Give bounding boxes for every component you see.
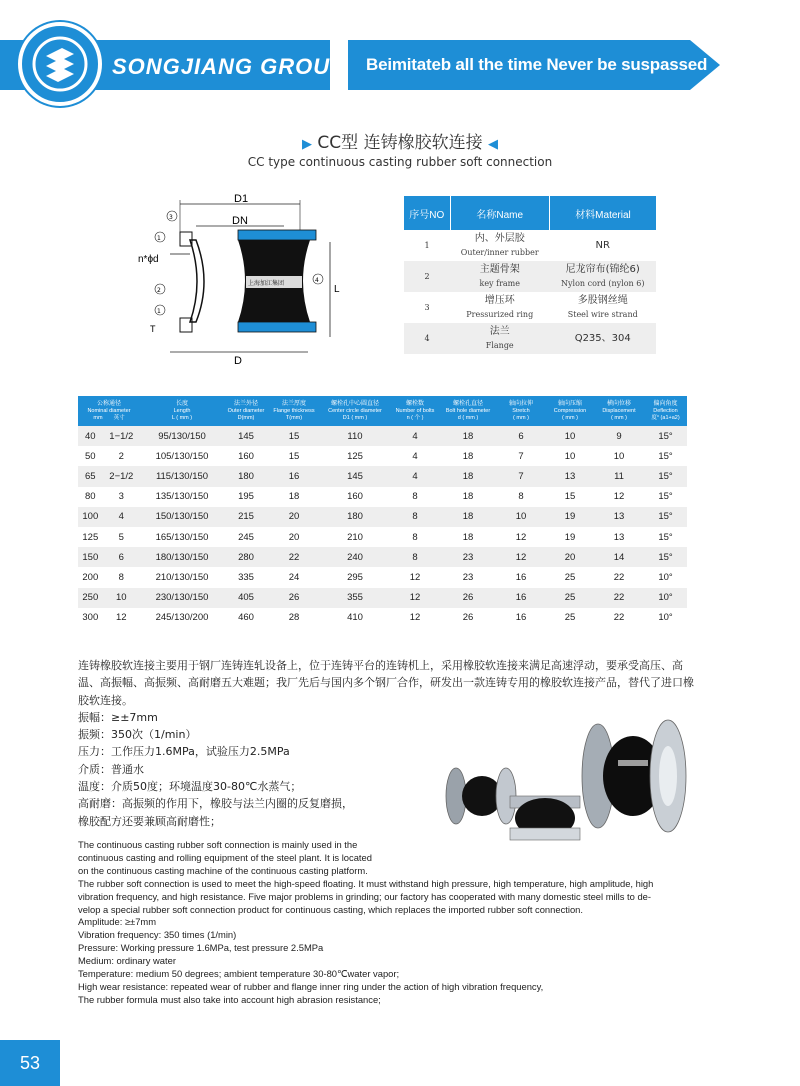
mat-name-en: key frame [479, 278, 520, 288]
table-cell: 15 [268, 426, 320, 446]
table-cell: 100 [78, 507, 103, 527]
table-row [78, 588, 687, 608]
description-en [78, 839, 698, 1007]
brand-name: SONGJIANG GROUP [112, 54, 346, 79]
table-cell: 145 [320, 466, 390, 486]
callout-2: 2 [157, 287, 161, 294]
description-cn-line: 振频：350次（1/min） [78, 728, 197, 742]
table-cell: 18 [462, 450, 474, 462]
table-cell: 10 [564, 450, 576, 462]
table-cell: 11 [594, 466, 644, 486]
table-cell: 2−1/2 [103, 466, 140, 486]
songjiang-logo-icon [18, 22, 102, 106]
mat-header-material: 材料Material [549, 196, 656, 230]
table-cell: 145 [224, 426, 268, 446]
product-photo [428, 714, 700, 849]
table-cell: 19 [564, 531, 576, 543]
table-cell: 4 [390, 426, 440, 446]
spec-header: 轴向压缩 Compression ( mm ) [546, 396, 594, 426]
table-cell: 18 [440, 426, 496, 446]
mat-material-cn: NR [595, 239, 610, 251]
table-cell: 280 [224, 547, 268, 567]
spec-header: 法兰外径 Outer diameter D(mm) [224, 396, 268, 426]
table-cell: 13 [613, 531, 625, 543]
table-cell: 15 [288, 450, 300, 462]
spec-header: 螺栓孔直径 Bolt hole diameter d ( mm ) [440, 396, 496, 426]
table-cell: 80 [85, 491, 96, 503]
table-cell: 200 [82, 571, 99, 583]
spec-header-row [78, 396, 687, 426]
table-cell: 460 [238, 612, 254, 624]
table-cell: 180 [224, 466, 268, 486]
description-en-line: Vibration frequency: 350 times (1/min) [78, 929, 237, 941]
table-cell: 245/130/200 [155, 612, 209, 624]
table-cell: 12 [390, 588, 440, 608]
spec-header: 长度 Length L ( mm ) [140, 396, 224, 426]
table-cell: 135/130/150 [155, 491, 209, 503]
spec-header: 公称通径 Nominal diameter mm 英寸 [78, 396, 140, 426]
mat-material-en: Nylon cord (nylon 6) [561, 278, 645, 288]
table-cell: 22 [613, 571, 625, 583]
table-cell: 18 [440, 466, 496, 486]
table-cell: 26 [462, 612, 474, 624]
table-cell: 20 [546, 547, 594, 567]
page-title [0, 128, 800, 153]
table-cell: 16 [268, 466, 320, 486]
table-cell: 4 [103, 507, 140, 527]
table-cell: 245 [238, 531, 254, 543]
technical-drawing [130, 192, 380, 367]
table-cell: 10 [546, 426, 594, 446]
description-cn-line: 压力：工作压力1.6MPa，试验压力2.5MPa [78, 745, 290, 759]
table-cell: 215 [224, 507, 268, 527]
table-row [78, 487, 687, 507]
description-en-line: Amplitude: ≥±7mm [78, 916, 157, 928]
table-cell: 15° [658, 491, 673, 503]
description-en-line: velop a special rubber soft connection product for continuous casting, which replaces the imported rubber soft connection. [78, 903, 583, 915]
table-cell: 15° [658, 531, 673, 543]
mat-name-cn: 法兰 [489, 325, 510, 337]
table-cell: 295 [347, 571, 363, 583]
callout-3: 3 [169, 214, 173, 221]
mat-no: 4 [404, 323, 450, 354]
table-cell: 1−1/2 [103, 426, 140, 446]
table-cell: 15 [564, 491, 576, 503]
page-number: 53 [0, 1040, 60, 1086]
mat-name-cn: 主题骨架 [479, 263, 520, 275]
callout-1-bottom: 1 [157, 308, 161, 315]
mat-material-en: Steel wire strand [567, 309, 638, 319]
dim-d-label: D [234, 355, 242, 367]
table-cell: 95/130/150 [140, 426, 224, 446]
table-row [78, 446, 687, 466]
table-cell: 250 [78, 588, 103, 608]
spec-header: 法兰厚度 Flange thickness T(mm) [268, 396, 320, 426]
table-cell: 25 [564, 612, 576, 624]
dim-dn-label: DN [232, 215, 248, 227]
table-cell: 5 [118, 531, 124, 543]
table-row [78, 527, 687, 547]
table-cell: 15° [644, 426, 687, 446]
mat-name-cn: 增压环 [484, 294, 515, 306]
table-cell: 3 [118, 491, 124, 503]
table-cell: 125 [82, 531, 99, 543]
table-row [78, 426, 687, 446]
mat-name-en: Pressurized ring [466, 309, 534, 319]
table-cell: 10 [496, 507, 546, 527]
table-cell: 4 [390, 466, 440, 486]
page-header [0, 0, 800, 118]
table-cell: 19 [546, 507, 594, 527]
slogan-text: Beimitateb all the time Never be suspassed [366, 55, 708, 74]
materials-table [404, 196, 656, 354]
table-cell: 10° [658, 571, 673, 583]
table-row [404, 323, 656, 354]
table-cell: 10 [103, 588, 140, 608]
bolt-label: n*ϕd [138, 254, 159, 265]
description-en-line: High wear resistance: repeated wear of rubber and flange inner ring under the action of high vibration frequency, [78, 980, 544, 992]
description-cn-intro: 连铸橡胶软连接主要用于钢厂连铸连轧设备上，位于连铸平台的连铸机上，采用橡胶软连接来满足高速浮动，要承受高压、高温、高振幅、高振频、高耐磨五大难题；我厂先后与国内多个钢厂合作，研发出一款连铸专用的橡胶软连接产品，替代了进口橡胶软连接。 [78, 659, 694, 707]
dim-l-label: L [334, 284, 340, 295]
table-cell: 8 [118, 571, 124, 583]
callout-4: 4 [315, 277, 319, 284]
table-cell: 180/130/150 [140, 547, 224, 567]
description-en-line: The rubber soft connection is used to meet the high-speed floating. It must withstand high pressure, high temperature, high amplitude, high [78, 877, 654, 889]
description-cn-line: 振幅：≥±7mm [78, 710, 158, 724]
table-cell: 12 [515, 531, 527, 543]
table-cell: 150/130/150 [140, 507, 224, 527]
right-marker-icon: ◀ [487, 137, 498, 152]
table-cell: 15° [644, 466, 687, 486]
table-row [404, 230, 656, 261]
spec-header: 轴向拉伸 Stretch ( mm ) [496, 396, 546, 426]
description-en-line: Pressure: Working pressure 1.6MPa, test pressure 2.5MPa [78, 942, 324, 954]
table-cell: 12 [613, 491, 625, 503]
description-en-line: Medium: ordinary water [78, 955, 176, 967]
table-row [404, 261, 656, 292]
table-cell: 22 [594, 588, 644, 608]
table-cell: 8 [518, 491, 524, 503]
table-cell: 18 [440, 507, 496, 527]
table-cell: 160 [347, 491, 363, 503]
mat-header-no: 序号NO [404, 196, 450, 230]
table-cell: 23 [462, 571, 474, 583]
svg-text:T: T [150, 324, 156, 334]
table-cell: 18 [288, 491, 300, 503]
description-cn-line: 高耐磨：高振频的作用下，橡胶与法兰内圈的反复磨损， [78, 797, 353, 811]
table-cell: 40 [78, 426, 103, 446]
spec-header: 螺栓孔中心圆直径 Center circle diameter D1 ( mm ) [320, 396, 390, 426]
table-cell: 240 [320, 547, 390, 567]
body-label: 上海加江集团 [248, 280, 285, 287]
description-en-line: The continuous casting rubber soft connection is mainly used in the [78, 839, 358, 850]
description-cn-line: 橡胶配方还要兼顾高耐磨性； [78, 814, 221, 828]
table-cell: 25 [564, 571, 576, 583]
mat-material-cn: Q235、304 [574, 332, 631, 344]
mat-header-name: 名称Name [450, 196, 549, 230]
spec-header: 偏向角度 Deflection 度° (a1+a2) [644, 396, 687, 426]
table-cell: 10 [613, 450, 625, 462]
description-en-line: continuous casting and rolling equipment of the steel plant. It is located [78, 851, 372, 863]
table-cell: 10° [644, 588, 687, 608]
table-cell: 160 [238, 450, 254, 462]
table-cell: 13 [594, 507, 644, 527]
table-cell: 355 [320, 588, 390, 608]
table-cell: 20 [288, 531, 300, 543]
table-row [78, 567, 687, 587]
table-cell: 210/130/150 [155, 571, 209, 583]
table-cell: 180 [320, 507, 390, 527]
mat-name-en: Flange [485, 340, 514, 350]
table-cell: 22 [613, 612, 625, 624]
table-cell: 22 [268, 547, 320, 567]
specifications-table [78, 396, 687, 628]
table-cell: 18 [462, 531, 474, 543]
table-cell: 10° [658, 612, 673, 624]
table-cell: 23 [440, 547, 496, 567]
table-cell: 410 [347, 612, 363, 624]
table-cell: 15° [644, 547, 687, 567]
mat-no: 3 [404, 292, 450, 323]
table-cell: 26 [268, 588, 320, 608]
description-en-line: on the continuous casting machine of the continuous casting platform. [78, 864, 368, 876]
mat-material-cn: 多股钢丝绳 [577, 294, 628, 306]
table-cell: 195 [238, 491, 254, 503]
table-cell: 4 [412, 450, 418, 462]
table-cell: 405 [224, 588, 268, 608]
spec-header: 横向位移 Displacement ( mm ) [594, 396, 644, 426]
table-cell: 150 [78, 547, 103, 567]
callout-1-top: 1 [157, 235, 161, 242]
table-cell: 15° [644, 507, 687, 527]
table-cell: 12 [496, 547, 546, 567]
table-cell: 16 [496, 588, 546, 608]
table-row [404, 292, 656, 323]
table-cell: 12 [409, 612, 421, 624]
table-cell: 7 [496, 466, 546, 486]
mat-no: 2 [404, 261, 450, 292]
mat-no: 1 [404, 230, 450, 261]
description-en-line: Temperature: medium 50 degrees; ambient temperature 30-80℃water vapor; [78, 968, 400, 980]
mat-material-cn: 尼龙帘布(锦纶6) [565, 263, 640, 275]
table-cell: 8 [412, 531, 418, 543]
table-cell: 65 [78, 466, 103, 486]
description-cn-line: 温度：介质50度；环境温度30-80℃水蒸气； [78, 780, 302, 794]
mat-name-en: Outer/inner rubber [460, 247, 539, 257]
table-cell: 125 [347, 450, 363, 462]
table-cell: 6 [496, 426, 546, 446]
table-cell: 24 [288, 571, 300, 583]
table-cell: 115/130/150 [140, 466, 224, 486]
table-cell: 26 [440, 588, 496, 608]
mat-name-cn: 内、外层胶 [474, 232, 525, 244]
table-cell: 16 [515, 571, 527, 583]
table-cell: 16 [515, 612, 527, 624]
table-row [78, 507, 687, 527]
table-cell: 25 [546, 588, 594, 608]
table-cell: 8 [390, 507, 440, 527]
spec-header: 螺栓数 Number of bolts n ( 个 ) [390, 396, 440, 426]
table-cell: 165/130/150 [155, 531, 209, 543]
table-row [78, 466, 687, 486]
table-cell: 50 [85, 450, 96, 462]
table-cell: 230/130/150 [140, 588, 224, 608]
table-cell: 18 [462, 491, 474, 503]
table-cell: 12 [116, 612, 127, 624]
table-cell: 8 [390, 547, 440, 567]
table-cell: 110 [320, 426, 390, 446]
table-cell: 8 [412, 491, 418, 503]
table-cell: 6 [103, 547, 140, 567]
table-row [78, 547, 687, 567]
table-cell: 335 [238, 571, 254, 583]
table-cell: 14 [594, 547, 644, 567]
title-text-cn: CC型 连铸橡胶软连接 [317, 133, 483, 153]
table-cell: 12 [409, 571, 421, 583]
table-cell: 210 [347, 531, 363, 543]
page-subtitle: CC type continuous casting rubber soft connection [247, 155, 553, 169]
table-cell: 13 [546, 466, 594, 486]
dim-d1-label: D1 [234, 193, 249, 205]
table-cell: 7 [518, 450, 524, 462]
table-cell: 28 [288, 612, 300, 624]
left-marker-icon: ▶ [302, 137, 313, 152]
table-cell: 9 [594, 426, 644, 446]
table-cell: 15° [658, 450, 673, 462]
table-cell: 105/130/150 [155, 450, 209, 462]
table-cell: 20 [268, 507, 320, 527]
description-cn-line: 介质：普通水 [78, 762, 144, 776]
table-cell: 2 [118, 450, 124, 462]
description-en-line: The rubber formula must also take into account high abrasion resistance; [78, 993, 381, 1005]
table-cell: 300 [82, 612, 99, 624]
description-en-line: vibration frequency, and high resistance. Five major problems in grinding; our factory has cooperated with many domestic steel mills to de- [78, 890, 652, 902]
table-row [78, 608, 687, 628]
